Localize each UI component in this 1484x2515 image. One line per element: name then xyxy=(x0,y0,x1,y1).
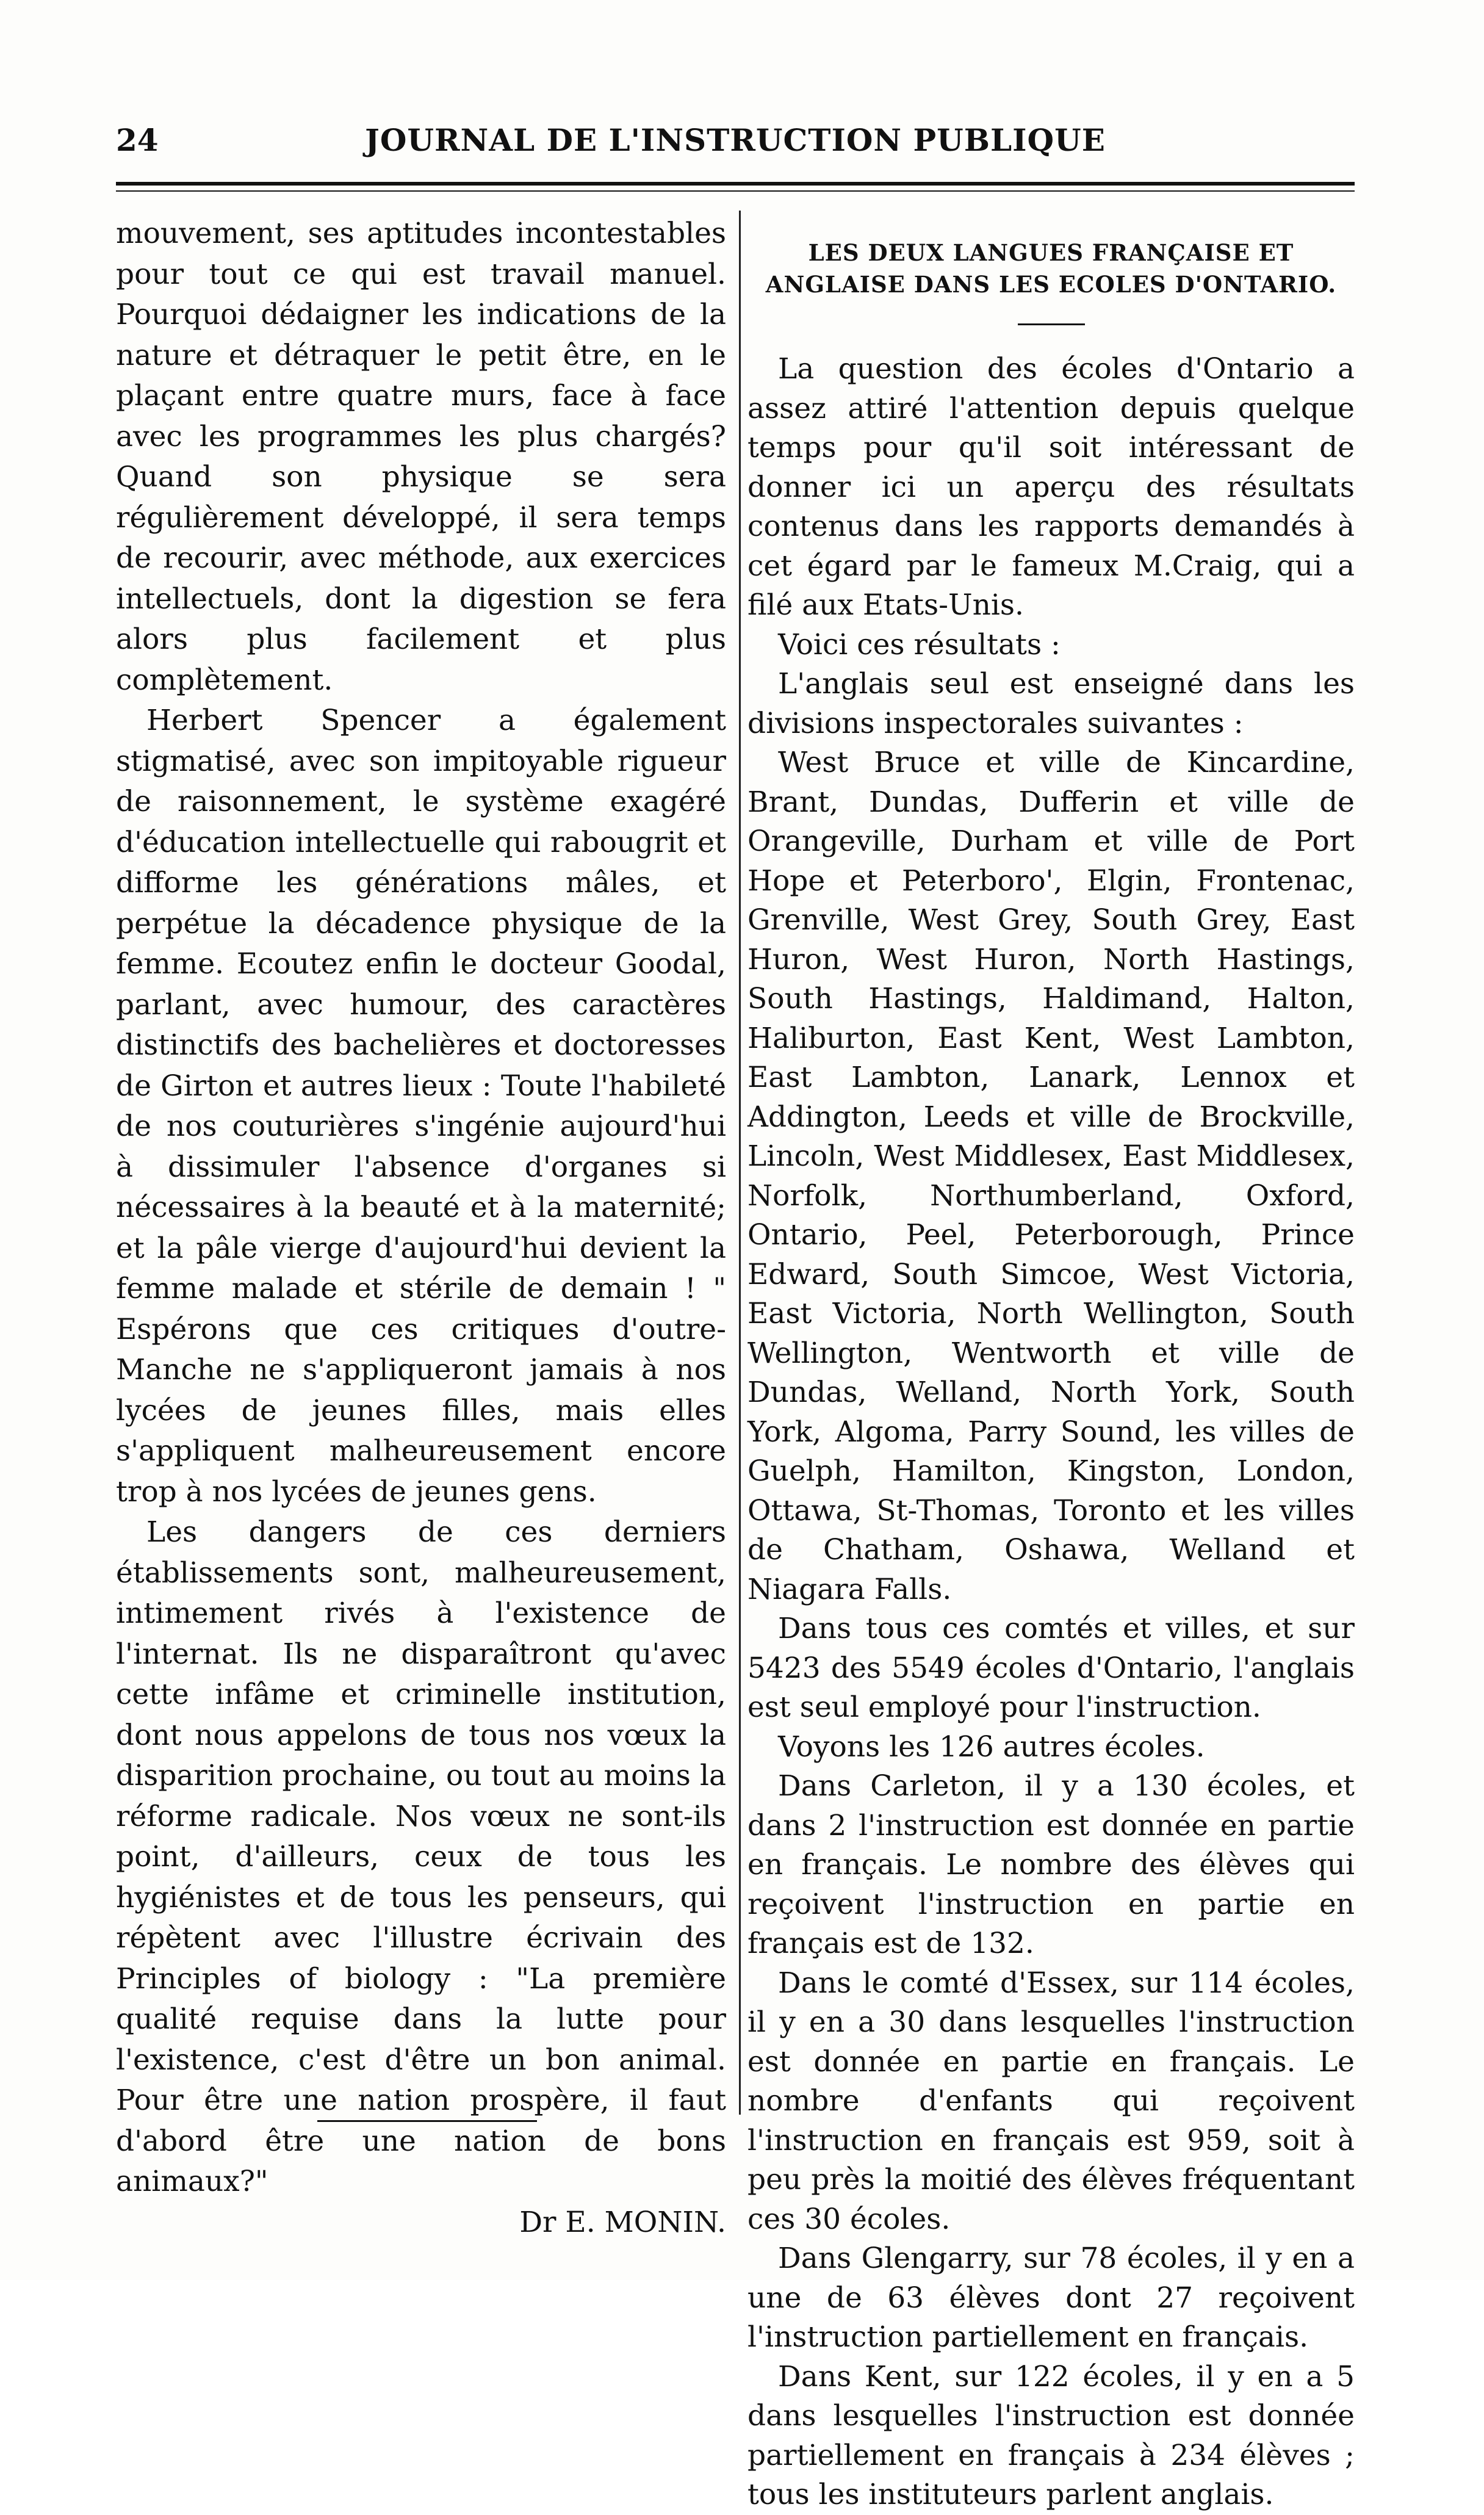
title-rule xyxy=(1018,323,1085,325)
right-column xyxy=(747,214,1355,2515)
author-signature: Dr E. MONIN. xyxy=(519,2205,726,2239)
article-title: LES DEUX LANGUES FRANÇAISE ET ANGLAISE DANS LES ECOLES D'ONTARIO. xyxy=(765,239,1337,298)
left-column xyxy=(116,214,726,2243)
signature-line xyxy=(116,2203,726,2243)
left-paragraph-1: mouvement, ses aptitudes incontestables pour tout ce qui est travail manuel. Pourquoi dédaigner les indications de la nature et détraquer le petit être, en le plaçant entre quatre murs, face à face avec les programmes les plus chargés? Quand son physique se sera régulièrement développé, il sera temps de recourir, avec méthode, aux exercices intellectuels, dont la digestion se fera alors plus facilement et plus complètement. xyxy=(116,217,726,697)
right-paragraph-6: Voyons les 126 autres écoles. xyxy=(778,1730,1205,1764)
right-paragraph-2: Voici ces résultats : xyxy=(778,627,1061,662)
right-paragraph-9: Dans Glengarry, sur 78 écoles, il y en a une de 63 élèves dont 27 reçoivent l'instruction partiellement en français. xyxy=(747,2242,1355,2354)
right-paragraph-5: Dans tous ces comtés et villes, et sur 5423 des 5549 écoles d'Ontario, l'anglais est seul employé pour l'instruction. xyxy=(747,1612,1355,1724)
right-paragraph-7: Dans Carleton, il y a 130 écoles, et dans 2 l'instruction est donnée en partie en français. Le nombre des élèves qui reçoivent l'instruction en partie en français est de 132. xyxy=(747,1769,1355,1960)
right-paragraph-8: Dans le comté d'Essex, sur 114 écoles, il y en a 30 dans lesquelles l'instruction est donnée en partie en français. Le nombre d'enfants qui reçoivent l'instruction en français est 959, soit à peu près la moitié des élèves fréquentant ces 30 écoles. xyxy=(747,1966,1355,2236)
left-paragraph-3: Les dangers de ces derniers établissements sont, malheureusement, intimement rivés à l'existence de l'internat. Ils ne disparaîtront qu'avec cette infâme et criminelle institution, dont nous appelons de tous nos vœux la disparition prochaine, ou tout au moins la réforme radicale. Nos vœux ne sont-ils point, d'ailleurs, ceux de tous les hygiénistes et de tous les penseurs, qui répètent avec l'illustre écrivain des Principles of biology : "La première qualité requise dans la lutte pour l'existence, c'est d'être un bon animal. Pour être une nation prospère, il faut d'abord être une nation de bons animaux?" xyxy=(116,1515,726,2198)
header-rule-thin xyxy=(116,190,1355,192)
running-head xyxy=(116,122,1355,171)
right-paragraph-4: West Bruce et ville de Kincardine, Brant, Dundas, Dufferin et ville de Orangeville, Durham et ville de Port Hope et Peterboro', Elgin, Frontenac, Grenville, West Grey, South Grey, East Huron, West Huron, North Hastings, South Hastings, Haldimand, Halton, Haliburton, East Kent, West Lambton, East Lambton, Lanark, Lennox et Addington, Leeds et ville de Brockville, Lincoln, West Middlesex, East Middlesex, Norfolk, Northumberland, Oxford, Ontario, Peel, Peterborough, Prince Edward, South Simcoe, West Victoria, East Victoria, North Wellington, South Wellington, Wentworth et ville de Dundas, Welland, North York, South York, Algoma, Parry Sound, les villes de Guelph, Hamilton, Kingston, London, Ottawa, St-Thomas, Toronto et les villes de Chatham, Oshawa, Welland et Niagara Falls. xyxy=(747,746,1355,1606)
journal-title: JOURNAL DE L'INSTRUCTION PUBLIQUE xyxy=(365,122,1106,158)
header-rule xyxy=(116,182,1355,186)
right-paragraph-10: Dans Kent, sur 122 écoles, il y en a 5 dans lesquelles l'instruction est donnée partiellement en français à 234 élèves ; tous les instituteurs parlent anglais. xyxy=(747,2359,1355,2511)
page-number: 24 xyxy=(116,122,159,158)
right-paragraph-3: L'anglais seul est enseigné dans les divisions inspectorales suivantes : xyxy=(747,667,1355,740)
column-divider xyxy=(739,211,741,2115)
right-paragraph-1: La question des écoles d'Ontario a assez attiré l'attention depuis quelque temps pour qu'il soit intéressant de donner ici un aperçu des résultats contenus dans les rapports demandés à cet égard par le fameux M.Craig, qui a filé aux Etats-Unis. xyxy=(747,352,1355,622)
closing-rule xyxy=(317,2120,537,2122)
left-paragraph-2: Herbert Spencer a également stigmatisé, avec son impitoyable rigueur de raisonnement, le système exagéré d'éducation intellectuelle qui rabougrit et difforme les générations mâles, et perpétue la décadence physique de la femme. Ecoutez enfin le docteur Goodal, parlant, avec humour, des caractères distinctifs des bachelières et doctoresses de Girton et autres lieux : Toute l'habileté de nos couturières s'ingénie aujourd'hui à dissimuler l'absence d'organes si nécessaires à la beauté et à la maternité; et la pâle vierge d'aujourd'hui devient la femme malade et stérile de demain ! " Espérons que ces critiques d'outre-Manche ne s'appliqueront jamais à nos lycées de jeunes filles, mais elles s'appliquent malheureusement encore trop à nos lycées de jeunes gens. xyxy=(116,704,726,1509)
